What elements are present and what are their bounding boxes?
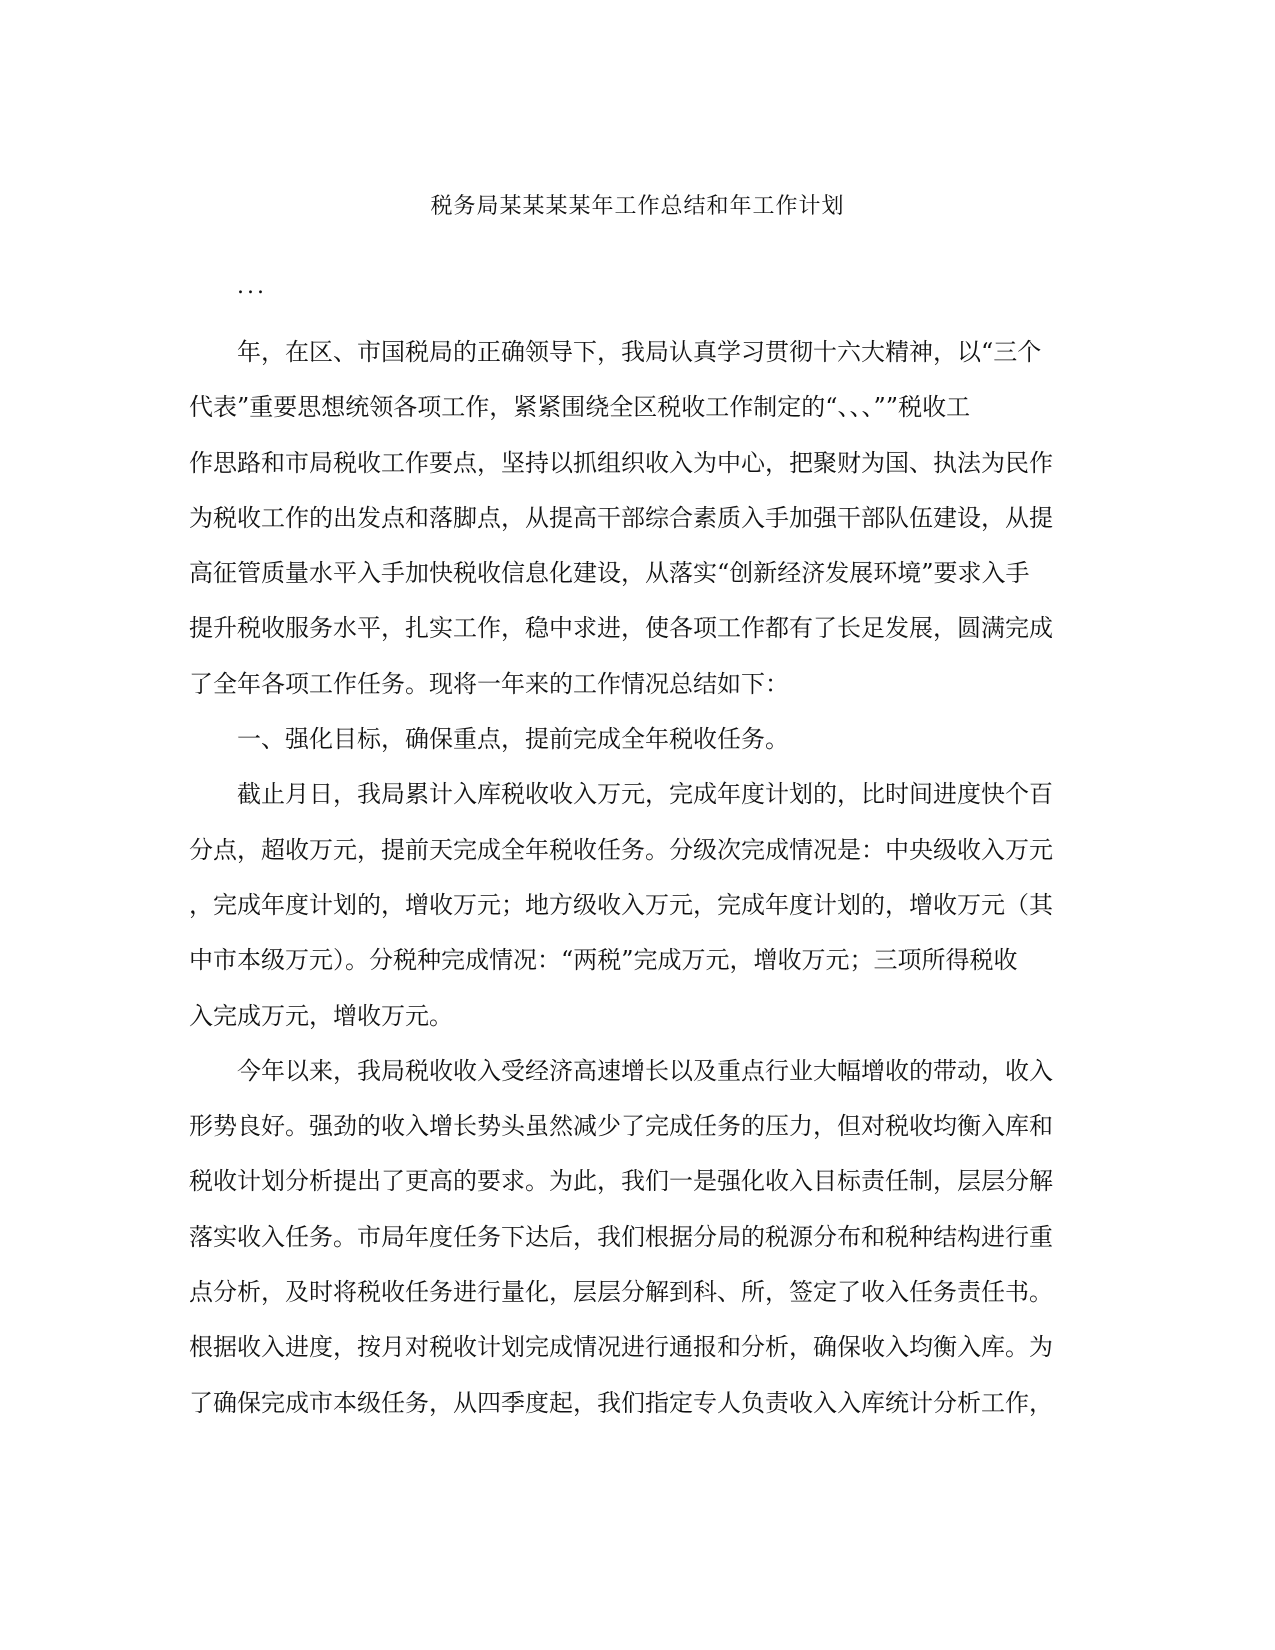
- ellipsis-marker: ...: [237, 274, 267, 299]
- document-title: 税务局某某某某年工作总结和年工作计划: [430, 194, 845, 219]
- document-body: [189, 325, 1085, 1431]
- paragraph-revenue-summary: 截止月日，我局累计入库税收收入万元，完成年度计划的，比时间进度快个百 分点，超收万元，提前天完成全年税收任务。分级次完成情况是：中央级收入万元 ，完成年度计划的，增收万元；地方级收入万元，完成年度计划的，增收万元（其 中市本级万元）。分税种完成情况：“两税”完成万元，增收万元；三项所得税收 入完成万元，增收万元。: [189, 780, 1053, 1030]
- paragraph-revenue-analysis: 今年以来，我局税收收入受经济高速增长以及重点行业大幅增收的带动，收入 形势良好。强劲的收入增长势头虽然减少了完成任务的压力，但对税收均衡入库和 税收计划分析提出了更高的要求。为此，我们一是强化收入目标责任制，层层分解 落实收入任务。市局年度任务下达后，我们根据分局的税源分布和税种结构进行重 点分析，及时将税收任务进行量化，层层分解到科、所，签定了收入任务责任书。 根据收入进度，按月对税收计划完成情况进行通报和分析，确保收入均衡入库。为 了确保完成市本级任务，从四季度起，我们指定专人负责收入入库统计分析工作，: [189, 1056, 1053, 1417]
- paragraph-intro: 年，在区、市国税局的正确领导下，我局认真学习贯彻十六大精神，以“三个 代表”重要思想统领各项工作，紧紧围绕全区税收工作制定的“、、、””税收工 作思路和市局税收工作要点，坚持以抓组织收入为中心，把聚财为国、执法为民作 为税收工作的出发点和落脚点，从提高干部综合素质入手加强干部队伍建设，从提 高征管质量水平入手加快税收信息化建设，从落实“创新经济发展环境”要求入手 提升税收服务水平，扎实工作，稳中求进，使各项工作都有了长足发展，圆满完成 了全年各项工作任务。现将一年来的工作情况总结如下：: [189, 338, 1053, 698]
- section-heading-1: 一、强化目标，确保重点，提前完成全年税收任务。: [237, 725, 789, 754]
